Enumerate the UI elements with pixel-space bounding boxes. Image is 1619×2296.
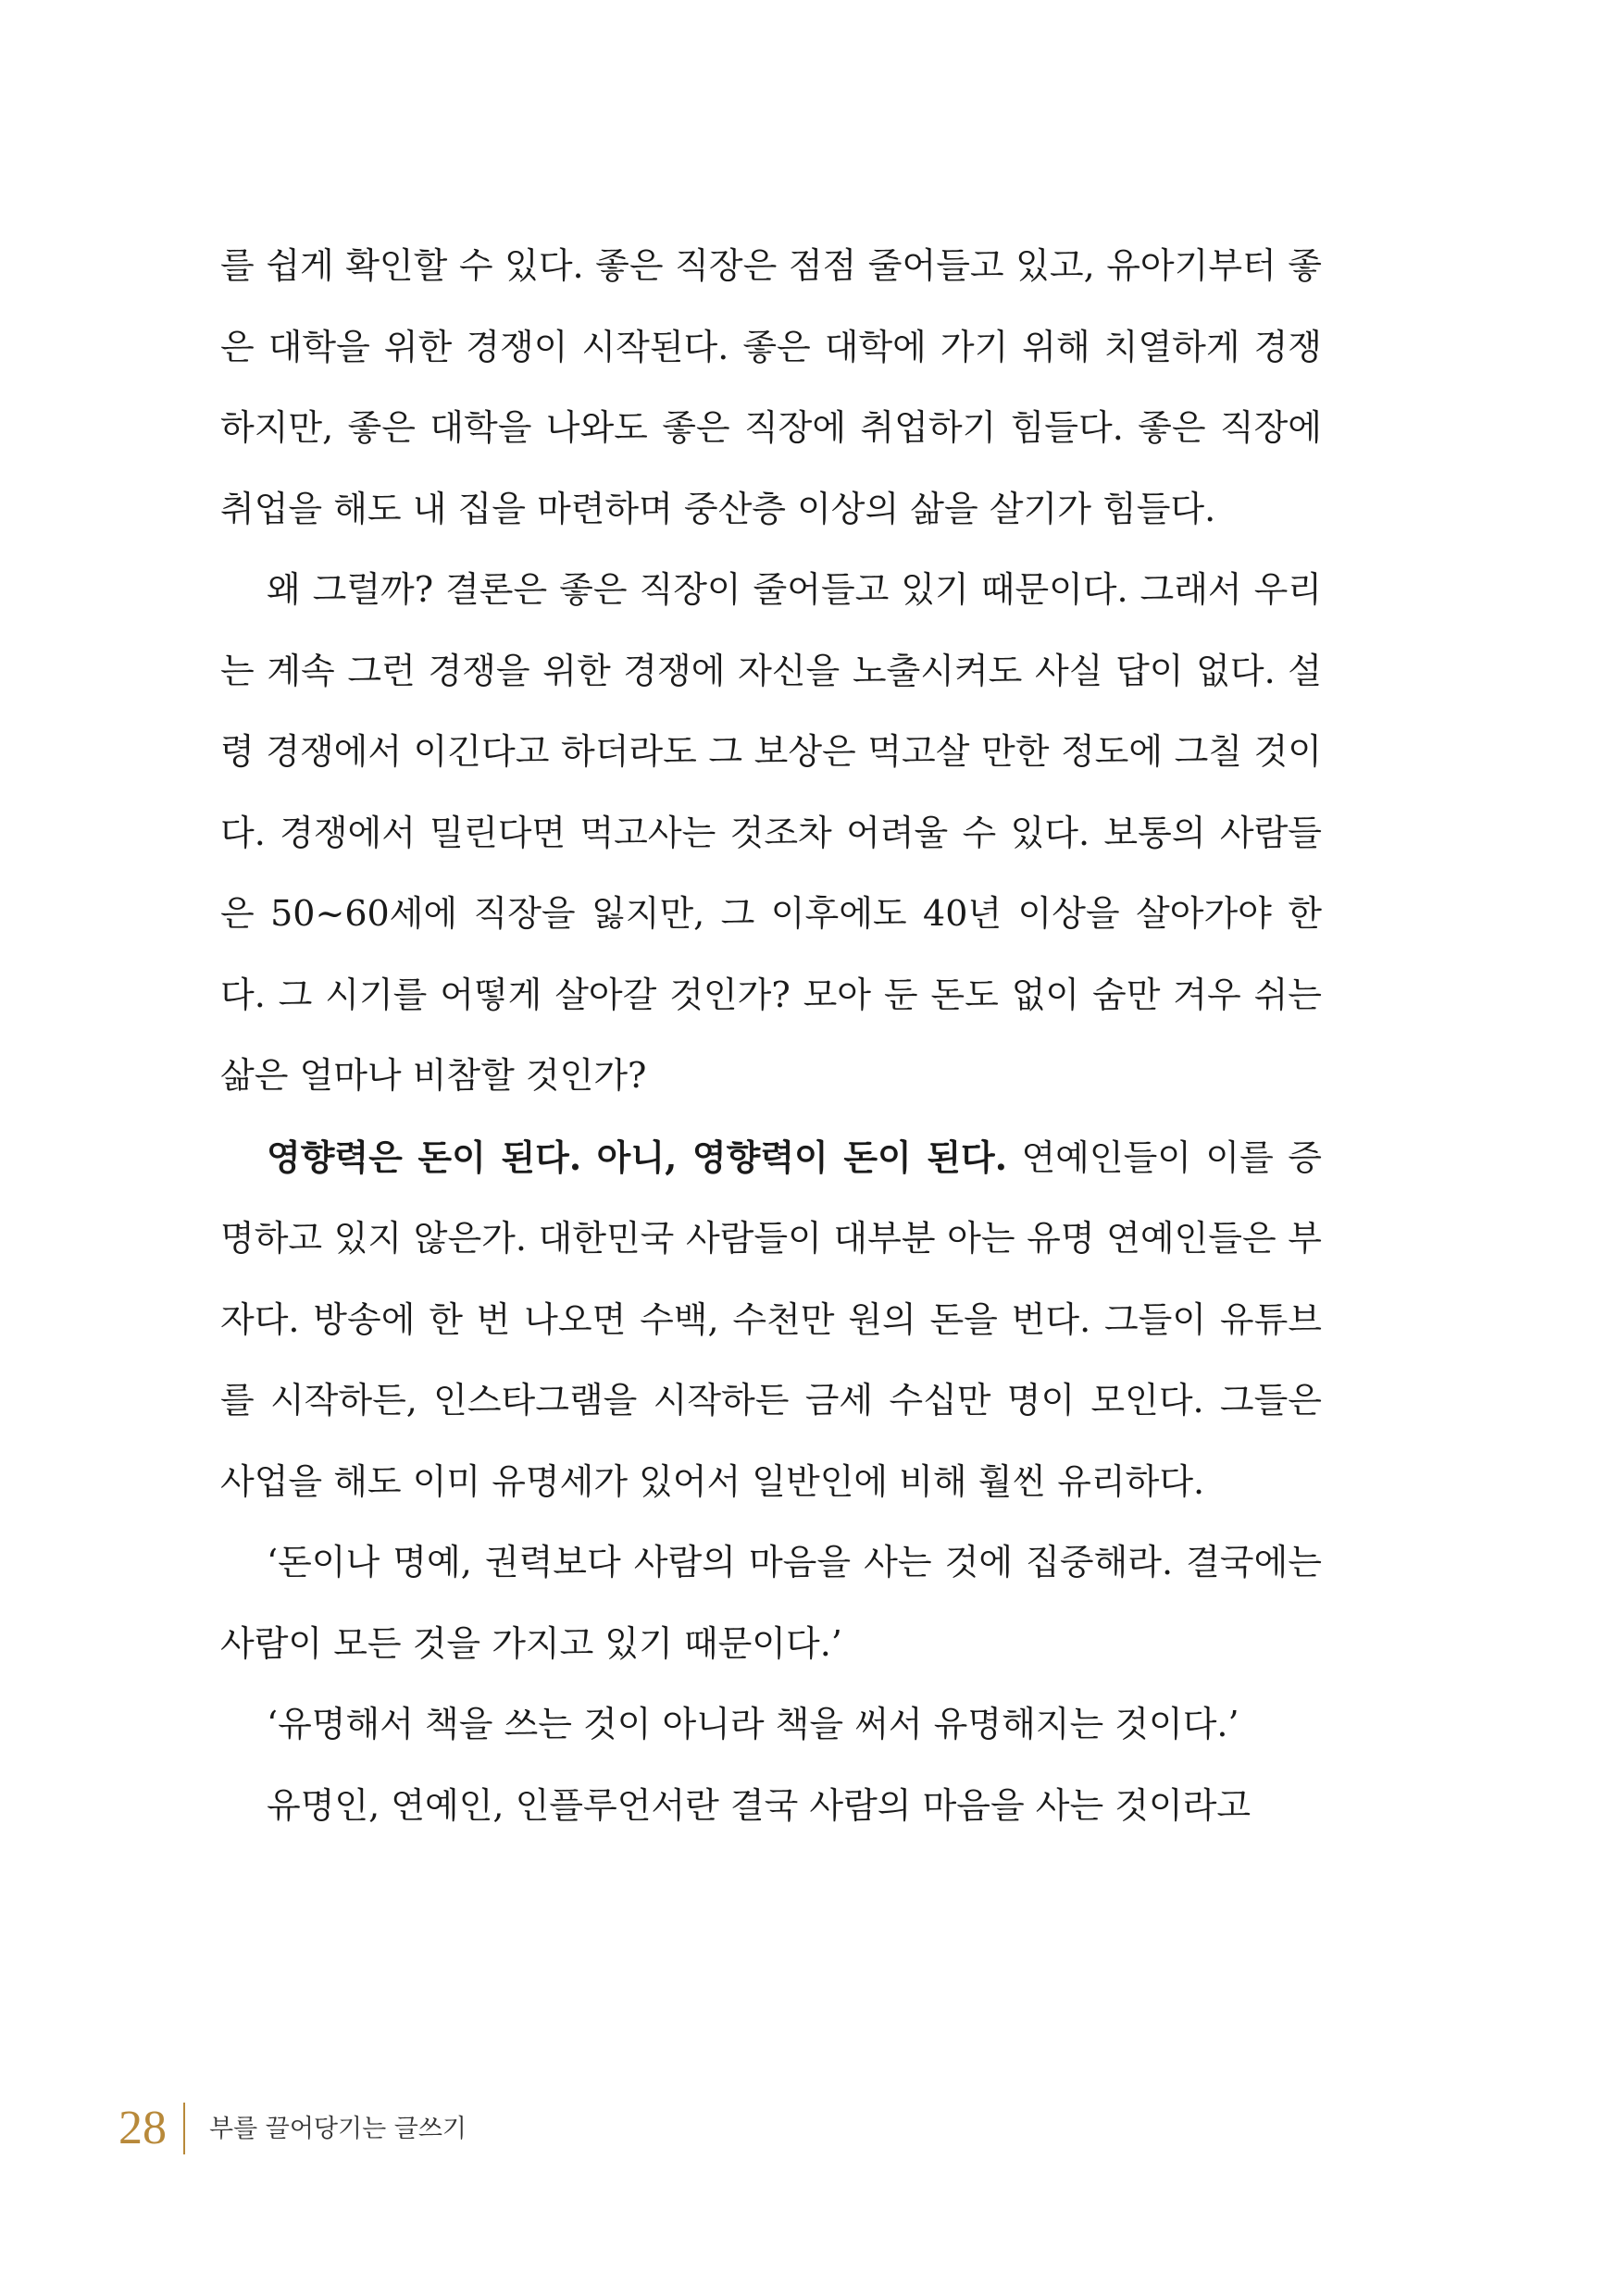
footer-divider bbox=[183, 2103, 185, 2154]
running-book-title: 부를 끌어당기는 글쓰기 bbox=[209, 2114, 467, 2143]
paragraph-3-bold-lead: 영향력은 돈이 된다. 아니, 영향력이 돈이 된다. bbox=[267, 1136, 1007, 1178]
paragraph-5-quote bbox=[220, 1684, 1322, 1766]
paragraph-1 bbox=[220, 226, 1322, 550]
body-text bbox=[220, 226, 1322, 1846]
paragraph-1-text: 를 쉽게 확인할 수 있다. 좋은 직장은 점점 줄어들고 있고, 유아기부터 좋은 대학을 위한 경쟁이 시작된다. 좋은 대학에 가기 위해 치열하게 경쟁하지만, 좋은 대학을 나와도 좋은 직장에 취업하기 힘들다. 좋은 직장에 취업을 해도 내 집을 마련하며 중산층 이상의 삶을 살기가 힘들다. bbox=[220, 245, 1322, 529]
paragraph-5-text: ‘유명해서 책을 쓰는 것이 아니라 책을 써서 유명해지는 것이다.’ bbox=[267, 1704, 1239, 1744]
paragraph-6 bbox=[220, 1766, 1322, 1847]
paragraph-4-quote bbox=[220, 1522, 1322, 1684]
paragraph-4-text: ‘돈이나 명예, 권력보다 사람의 마음을 사는 것에 집중해라. 결국에는 사람이 모든 것을 가지고 있기 때문이다.’ bbox=[220, 1542, 1322, 1664]
paragraph-3 bbox=[220, 1117, 1322, 1523]
page-footer bbox=[118, 2096, 467, 2161]
page-number: 28 bbox=[118, 2102, 167, 2154]
paragraph-3-text: 연예인들이 이를 증명하고 있지 않은가. 대한민국 사람들이 대부분 아는 유명 연예인들은 부자다. 방송에 한 번 나오면 수백, 수천만 원의 돈을 번다. 그들이 유튜브를 시작하든, 인스타그램을 시작하든 금세 수십만 명이 모인다. 그들은 사업을 해도 이미 유명세가 있어서 일반인에 비해 훨씬 유리하다. bbox=[220, 1136, 1322, 1502]
paragraph-6-text: 유명인, 연예인, 인플루언서란 결국 사람의 마음을 사는 것이라고 bbox=[267, 1784, 1252, 1826]
paragraph-2 bbox=[220, 550, 1322, 1117]
paragraph-2-text: 왜 그럴까? 결론은 좋은 직장이 줄어들고 있기 때문이다. 그래서 우리는 계속 그런 경쟁을 위한 경쟁에 자신을 노출시켜도 사실 답이 없다. 설령 경쟁에서 이긴다고 하더라도 그 보상은 먹고살 만한 정도에 그칠 것이다. 경쟁에서 밀린다면 먹고사는 것조차 어려울 수 있다. 보통의 사람들은 50~60세에 직장을 잃지만, 그 이후에도 40년 이상을 살아가야 한다. 그 시기를 어떻게 살아갈 것인가? 모아 둔 돈도 없이 숨만 겨우 쉬는 삶은 얼마나 비참할 것인가? bbox=[220, 569, 1322, 1096]
